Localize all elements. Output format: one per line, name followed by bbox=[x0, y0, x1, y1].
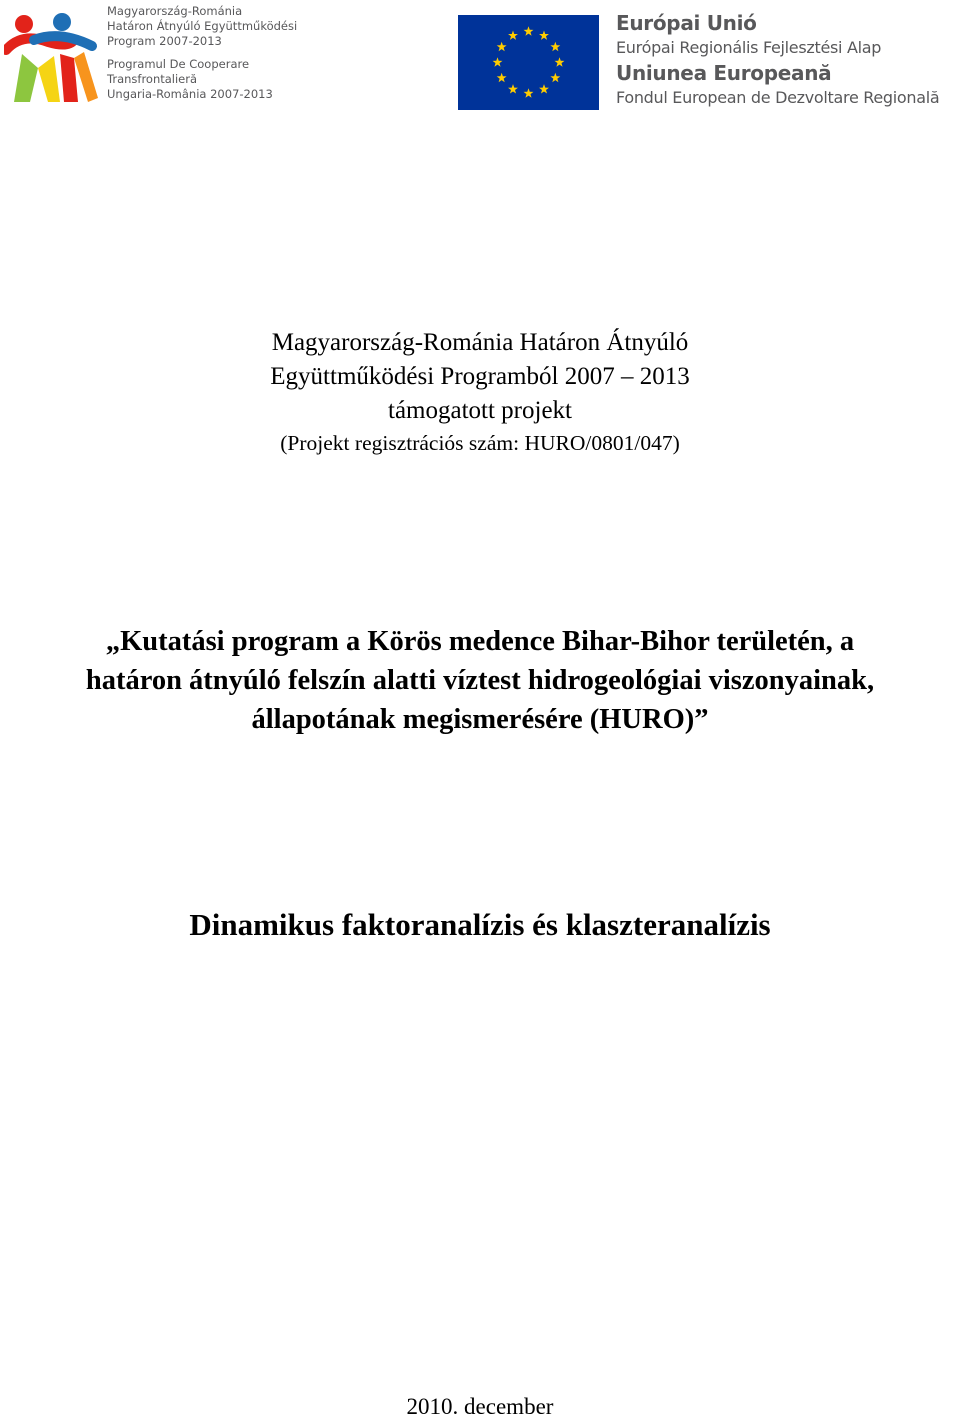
eu-logo-line: Fondul European de Dezvoltare Regională bbox=[616, 88, 940, 107]
eu-flag-icon bbox=[458, 15, 599, 110]
program-logo-text bbox=[107, 4, 297, 102]
eu-logo-line: Európai Regionális Fejlesztési Alap bbox=[616, 38, 882, 57]
eu-logo-line: Uniunea Europeană bbox=[616, 61, 832, 85]
intro-line: Magyarország-Románia Határon Átnyúló bbox=[271, 329, 689, 356]
program-logo-line: Ungaria-România 2007-2013 bbox=[107, 87, 273, 101]
program-logo-line: Programul De Cooperare bbox=[107, 57, 250, 71]
program-logo-mark bbox=[4, 10, 100, 106]
eu-logo-text bbox=[616, 10, 939, 110]
program-logo-line: Határon Átnyúló Együttműködési bbox=[107, 19, 298, 33]
project-title-line: „Kutatási program a Körös medence Bihar-Bihor területén, a bbox=[105, 626, 855, 657]
project-title bbox=[0, 622, 960, 739]
project-title-line: határon átnyúló felszín alatti víztest hidrogeológiai viszonyainak, bbox=[85, 665, 875, 696]
eu-logo-line: Európai Unió bbox=[616, 11, 757, 35]
intro-line: Együttműködési Programból 2007 – 2013 bbox=[270, 363, 690, 390]
program-logo-line: Transfrontalieră bbox=[107, 72, 198, 86]
project-title-line: állapotának megismerésére (HURO)” bbox=[251, 704, 709, 735]
program-intro bbox=[0, 326, 960, 458]
program-logo-line: Magyarország-Románia bbox=[107, 4, 243, 18]
eu-logo bbox=[458, 10, 958, 110]
document-title: Dinamikus faktoranalízis és klaszteranalízis bbox=[189, 907, 771, 942]
program-logo bbox=[4, 4, 304, 112]
project-registration-number: (Projekt regisztrációs szám: HURO/0801/047) bbox=[280, 431, 680, 455]
document-date: 2010. december bbox=[406, 1394, 554, 1419]
program-logo-line: Program 2007-2013 bbox=[107, 34, 222, 48]
intro-line: támogatott projekt bbox=[388, 397, 572, 424]
